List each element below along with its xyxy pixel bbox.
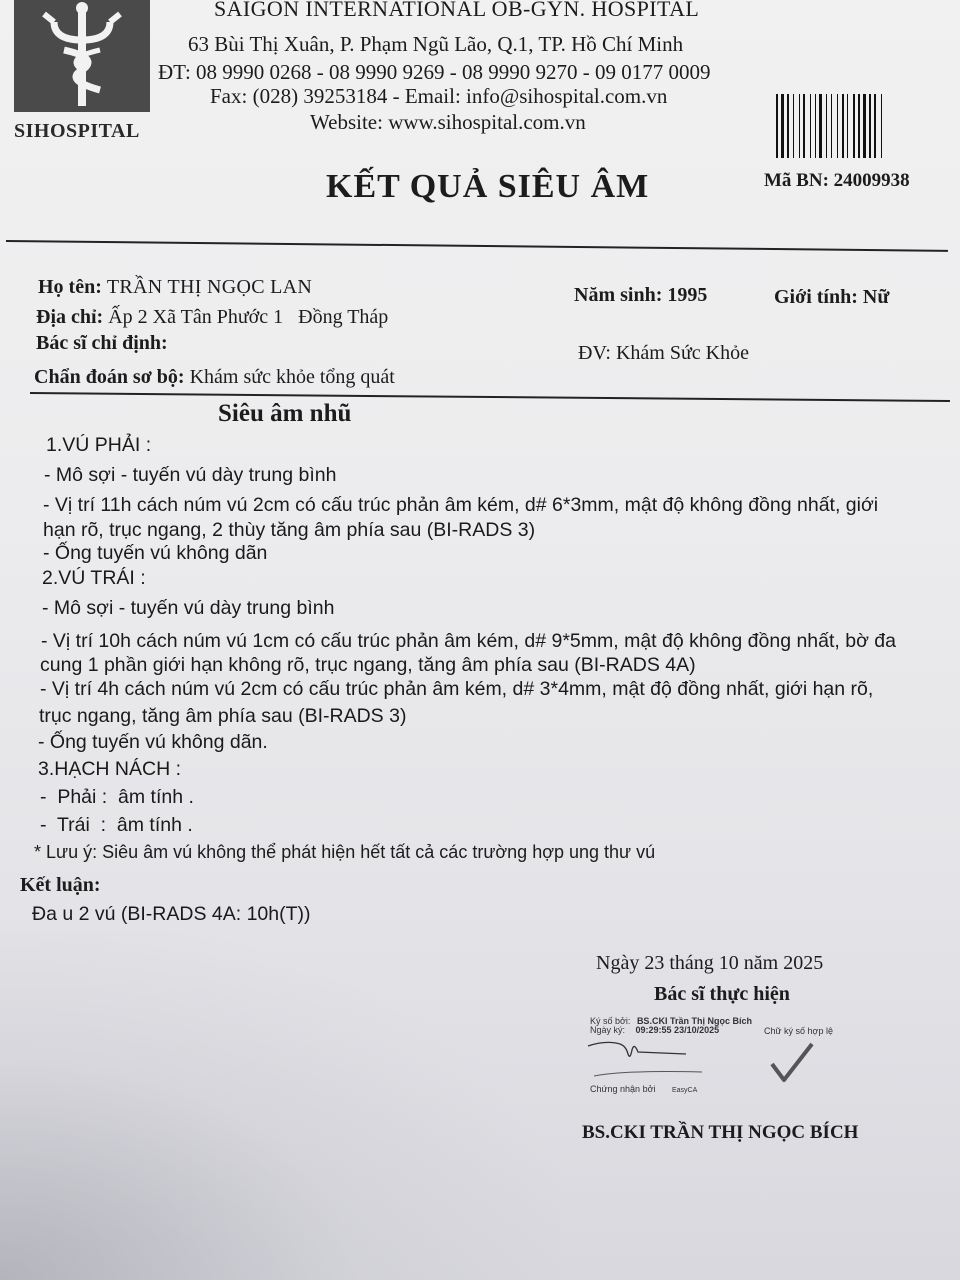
report-date: Ngày 23 tháng 10 năm 2025 xyxy=(596,952,824,974)
page-shadow xyxy=(0,930,560,1280)
signed-date-label: Ngày ký: xyxy=(590,1025,626,1035)
certified-by-row xyxy=(590,1084,697,1094)
caduceus-icon xyxy=(14,0,150,112)
right-breast-line-2a: - Vị trí 11h cách núm vú 2cm có cấu trúc phản âm kém, d# 6*3mm, mật độ không đồng nhất, giới xyxy=(43,494,879,516)
signed-date: 09:29:55 23/10/2025 xyxy=(635,1025,720,1035)
patient-name-label: Họ tên: xyxy=(38,276,102,298)
unit: ĐV: Khám Sức Khỏe xyxy=(578,342,749,364)
axilla-heading: 3.HẠCH NÁCH : xyxy=(38,758,182,780)
gender-row xyxy=(774,286,889,309)
hospital-website: Website: www.sihospital.com.vn xyxy=(310,110,586,134)
hospital-logo xyxy=(14,0,150,112)
conclusion-text: Đa u 2 vú (BI-RADS 4A: 10h(T)) xyxy=(32,903,311,925)
patient-address-label: Địa chỉ: xyxy=(36,306,104,328)
preliminary-diagnosis-row xyxy=(34,366,395,389)
patient-address: Ấp 2 Xã Tân Phước 1 Đồng Tháp xyxy=(108,306,389,328)
patient-name-row xyxy=(38,276,312,299)
doctor-name: BS.CKI TRẦN THỊ NGỌC BÍCH xyxy=(582,1122,859,1143)
right-breast-line-2b: hạn rõ, trục ngang, 2 thùy tăng âm phía sau (BI-RADS 3) xyxy=(43,519,536,541)
signature-scribble-icon xyxy=(586,1036,706,1082)
info-divider xyxy=(30,392,950,402)
signed-by: BS.CKI Trần Thị Ngọc Bích xyxy=(636,1016,752,1026)
checkmark-icon xyxy=(768,1040,816,1084)
cert-label: Chứng nhận bởi xyxy=(590,1084,656,1094)
page-title: KẾT QUẢ SIÊU ÂM xyxy=(326,168,650,205)
birth-year-label: Năm sinh: xyxy=(574,284,663,306)
birth-year-row xyxy=(574,284,707,307)
barcode-icon xyxy=(776,94,916,158)
hospital-phone: ĐT: 08 9990 0268 - 08 9990 9269 - 08 9990 9270 - 09 0177 0009 xyxy=(158,60,711,84)
patient-code: Mã BN: 24009938 xyxy=(764,170,910,191)
left-breast-line-3a: - Vị trí 4h cách núm vú 2cm có cấu trúc phản âm kém, d# 3*4mm, mật độ đồng nhất, giới hạn rõ, xyxy=(40,678,874,700)
gender: Nữ xyxy=(862,286,890,308)
referring-doctor-label: Bác sĩ chỉ định: xyxy=(36,332,168,354)
diagnosis: Khám sức khỏe tổng quát xyxy=(189,366,395,388)
axilla-right: - Phải : âm tính . xyxy=(40,786,194,808)
left-breast-line-4: - Ống tuyến vú không dãn. xyxy=(38,731,268,753)
patient-name: TRẦN THỊ NGỌC LAN xyxy=(106,276,313,298)
axilla-left: - Trái : âm tính . xyxy=(40,814,193,836)
performing-doctor-role: Bác sĩ thực hiện xyxy=(654,983,790,1005)
left-breast-line-2b: cung 1 phần giới hạn không rõ, trục ngang, tăng âm phía sau (BI-RADS 4A) xyxy=(40,654,696,676)
left-breast-line-1: - Mô sợi - tuyến vú dày trung bình xyxy=(42,597,335,619)
left-breast-line-2a: - Vị trí 10h cách núm vú 1cm có cấu trúc phản âm kém, d# 9*5mm, mật độ không đồng nhất, bờ đa xyxy=(41,630,896,652)
logo-text: SIHOSPITAL xyxy=(14,120,140,142)
hospital-fax-email: Fax: (028) 39253184 - Email: info@sihospital.com.vn xyxy=(210,84,668,108)
signed-by-label: Ký số bởi: xyxy=(590,1016,631,1026)
left-breast-line-3b: trục ngang, tăng âm phía sau (BI-RADS 3) xyxy=(39,705,407,727)
signed-date-row xyxy=(590,1025,719,1035)
hospital-address: 63 Bùi Thị Xuân, P. Phạm Ngũ Lão, Q.1, TP. Hồ Chí Minh xyxy=(188,32,684,56)
left-breast-heading: 2.VÚ TRÁI : xyxy=(42,567,146,589)
right-breast-line-3: - Ống tuyến vú không dãn xyxy=(43,542,268,564)
valid-signature-label: Chữ ký số hợp lệ xyxy=(764,1026,833,1036)
cert-by: EasyCA xyxy=(672,1087,698,1094)
section-title: Siêu âm nhũ xyxy=(218,400,352,427)
diagnosis-label: Chẩn đoán sơ bộ: xyxy=(34,366,185,388)
conclusion-label: Kết luận: xyxy=(20,874,101,896)
hospital-name: SAIGON INTERNATIONAL OB-GYN. HOSPITAL xyxy=(214,0,700,21)
header-divider xyxy=(6,240,948,252)
patient-address-row xyxy=(36,306,388,329)
note: * Lưu ý: Siêu âm vú không thể phát hiện hết tất cả các trường hợp ung thư vú xyxy=(34,842,656,862)
birth-year: 1995 xyxy=(667,284,708,306)
right-breast-heading: 1.VÚ PHẢI : xyxy=(46,434,152,456)
gender-label: Giới tính: xyxy=(774,286,858,308)
right-breast-line-1: - Mô sợi - tuyến vú dày trung bình xyxy=(44,464,337,486)
